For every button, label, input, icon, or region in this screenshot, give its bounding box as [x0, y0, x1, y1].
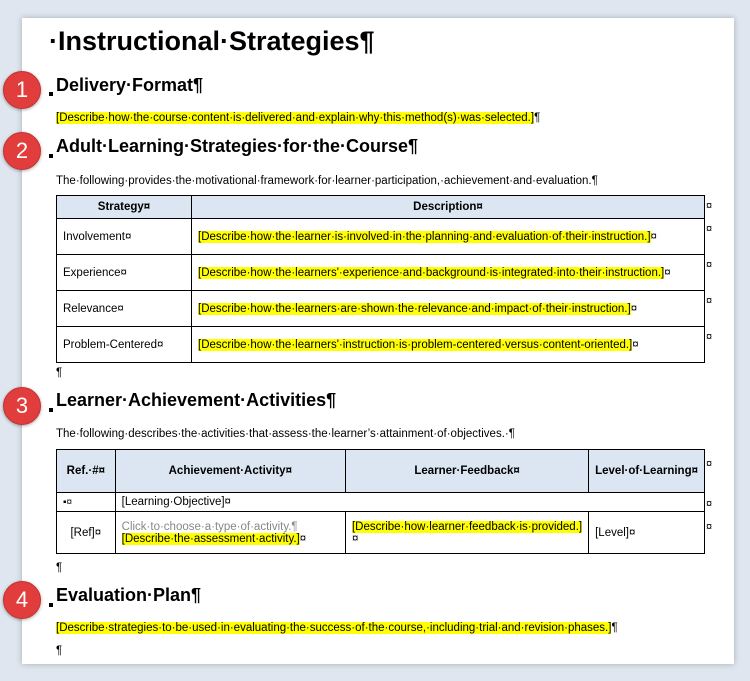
strategy-cell[interactable]: Involvement¤ — [57, 219, 192, 255]
activity-type-dropdown[interactable]: Click·to·choose·a·type·of·activity.¶ — [121, 520, 298, 533]
ref-cell[interactable]: [Ref]¤ — [57, 512, 116, 554]
heading-bullet — [49, 408, 53, 412]
heading-adult-learning: Adult·Learning·Strategies·for·the·Course¶ — [56, 136, 419, 156]
heading-bullet — [49, 92, 53, 96]
page-title: ·Instructional·Strategies¶ — [49, 26, 375, 56]
empty-paragraph: ¶ — [56, 562, 63, 574]
description-cell[interactable] — [192, 219, 705, 255]
description-placeholder[interactable]: [Describe·how·the·learners'·experience·and·background·is·integrated·into·their·instruction.] — [198, 266, 665, 279]
heading-delivery-format: Delivery·Format¶ — [56, 75, 204, 95]
table-row — [57, 255, 705, 291]
heading-bullet — [49, 603, 53, 607]
activity-placeholder[interactable]: [Describe·the·assessment·activity.] — [121, 532, 300, 545]
cell-end-mark: ¤ — [351, 532, 359, 545]
callout-badge-1: 1 — [3, 71, 41, 109]
row-end-mark: ¤ — [706, 223, 713, 235]
description-placeholder[interactable]: [Describe·how·the·learners·are·shown·the·relevance·and·impact·of·their·instruction.] — [198, 302, 631, 315]
callout-badge-2: 2 — [3, 132, 41, 170]
strategy-table — [56, 195, 705, 363]
row-end-mark: ¤ — [706, 498, 713, 510]
row-end-mark: ¤ — [706, 521, 713, 533]
feedback-cell[interactable] — [345, 512, 588, 554]
header-level: Level·of·Learning¤ — [589, 450, 705, 493]
cell-end-mark: ¤ — [299, 532, 307, 545]
row-end-mark: ¤ — [706, 458, 713, 470]
row-end-mark: ¤ — [706, 259, 713, 271]
pilcrow: ¶ — [534, 112, 541, 124]
feedback-placeholder[interactable]: [Describe·how·learner·feedback·is·provided.] — [351, 520, 583, 533]
evaluation-placeholder[interactable]: [Describe·strategies·to·be·used·in·evaluating·the·success·of·the·course,·including·trial·and·revision·phases.] — [56, 622, 612, 634]
level-cell[interactable]: [Level]¤ — [589, 512, 705, 554]
cell-end-mark: ¤ — [632, 338, 639, 351]
row-end-mark: ¤ — [706, 200, 713, 212]
cell-end-mark: ¤ — [630, 302, 638, 315]
learning-objective-cell[interactable]: [Learning·Objective]¤ — [115, 493, 704, 512]
evaluation-placeholder-paragraph[interactable] — [56, 622, 618, 634]
header-activity: Achievement·Activity¤ — [115, 450, 345, 493]
delivery-placeholder[interactable]: [Describe·how·the·course·content·is·delivered·and·explain·why·this·method(s)·was·selected.] — [56, 112, 535, 124]
header-strategy: Strategy¤ — [57, 196, 192, 219]
header-description: Description¤ — [192, 196, 705, 219]
table-row — [57, 493, 705, 512]
callout-badge-3: 3 — [3, 387, 41, 425]
cell-end-mark: ¤ — [664, 266, 671, 279]
table-row — [57, 219, 705, 255]
header-feedback: Learner·Feedback¤ — [345, 450, 588, 493]
heading-evaluation-plan: Evaluation·Plan¶ — [56, 585, 202, 605]
activity-table — [56, 449, 705, 554]
table-row — [57, 291, 705, 327]
pilcrow: ¶ — [611, 622, 618, 634]
document-page[interactable] — [22, 18, 734, 664]
callout-badge-4: 4 — [3, 581, 41, 619]
table-row — [57, 327, 705, 363]
strategy-cell[interactable]: Experience¤ — [57, 255, 192, 291]
strategy-cell[interactable]: Relevance¤ — [57, 291, 192, 327]
heading-bullet — [49, 154, 53, 158]
cell-end-mark: ¤ — [650, 230, 657, 243]
strategy-cell[interactable]: Problem-Centered¤ — [57, 327, 192, 363]
description-cell[interactable] — [192, 255, 705, 291]
description-cell[interactable] — [192, 327, 705, 363]
table-row — [57, 512, 705, 554]
empty-paragraph: ¶ — [56, 367, 63, 379]
empty-paragraph: ¶ — [56, 645, 63, 657]
activity-cell[interactable] — [115, 512, 345, 554]
description-placeholder[interactable]: [Describe·how·the·learners'·instruction·is·problem-centered·versus·content-oriented.] — [198, 338, 633, 351]
row-end-mark: ¤ — [706, 331, 713, 343]
row-end-mark: ¤ — [706, 295, 713, 307]
header-ref: Ref.·#¤ — [57, 450, 116, 493]
learner-intro-paragraph: The·following·describes·the·activities·that·assess·the·learner’s·attainment·of·objectives.·¶ — [56, 428, 515, 440]
ref-cell[interactable]: ▪¤ — [57, 493, 116, 512]
description-cell[interactable] — [192, 291, 705, 327]
description-placeholder[interactable]: [Describe·how·the·learner·is·involved·in·the·planning·and·evaluation·of·their·instruction.] — [198, 230, 651, 243]
adult-intro-paragraph: The·following·provides·the·motivational·framework·for·learner·participation,·achievement·and·evaluation.¶ — [56, 175, 598, 187]
delivery-placeholder-paragraph[interactable] — [56, 112, 540, 124]
heading-learner-achievement: Learner·Achievement·Activities¶ — [56, 390, 337, 410]
